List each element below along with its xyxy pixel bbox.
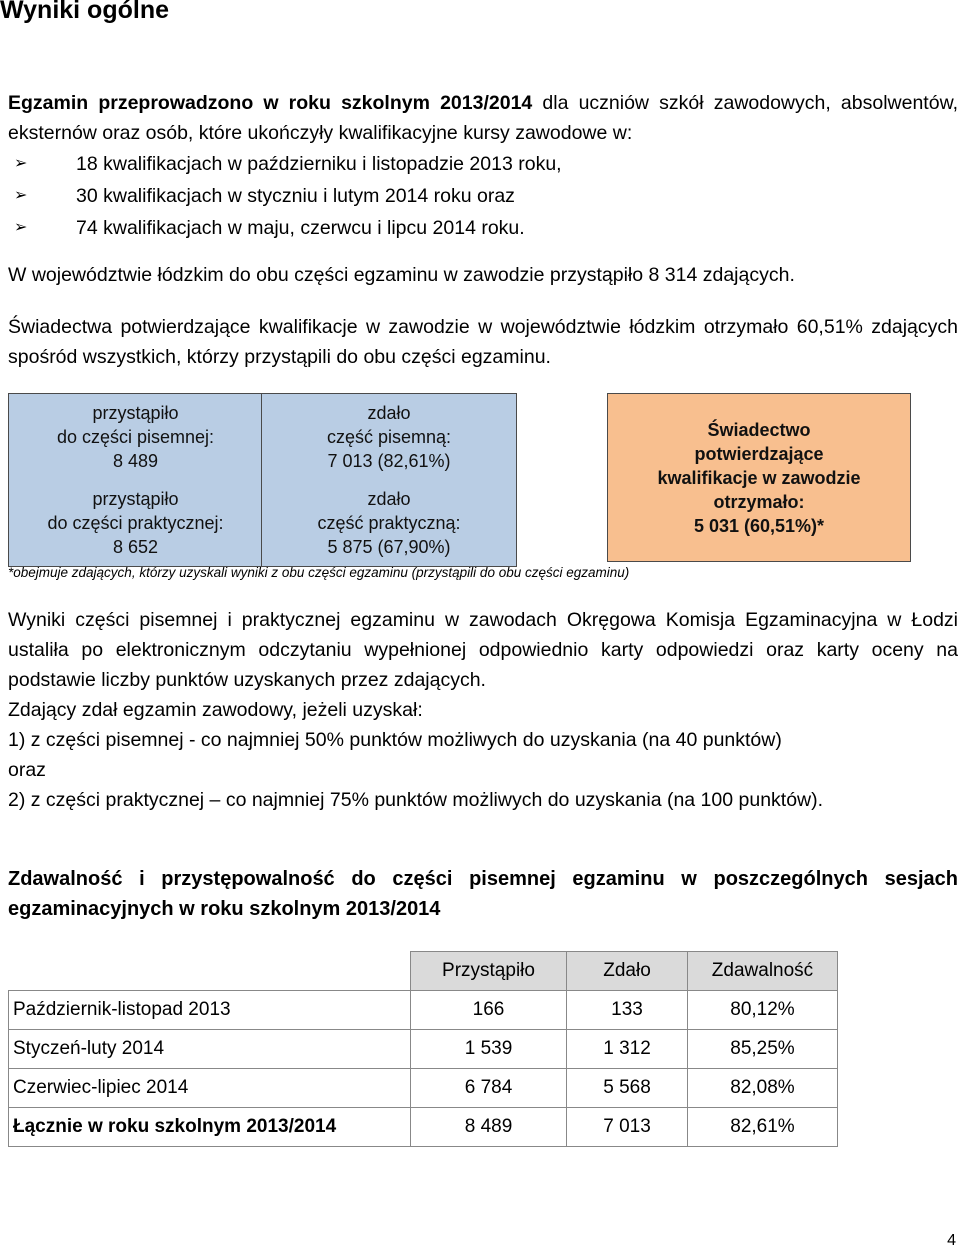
list-item: [14, 212, 562, 244]
certificate-line-3: kwalifikacje w zawodzie: [657, 467, 861, 488]
pass-condition-practical: 2) z części praktycznej – co najmniej 75% punktów możliwych do uzyskania (na 100 punktów).: [8, 789, 824, 811]
session-name: Łącznie w roku szkolnym 2013/2014: [9, 1108, 411, 1147]
practical-took-label-2: do części praktycznej:: [47, 513, 224, 533]
results-paragraph: [8, 605, 958, 815]
practical-took-block: [47, 487, 223, 559]
session-name: Czerwiec-lipiec 2014: [9, 1069, 411, 1108]
written-passed-label: zdało: [367, 403, 411, 423]
arrowhead-icon: ➢: [14, 155, 28, 172]
took-exam-box: [8, 393, 263, 567]
certificate-line-4: otrzymało:: [713, 491, 805, 512]
pass-condition-written: 1) z części pisemnej - co najmniej 50% punktów możliwych do uzyskania (na 40 punktów): [8, 729, 782, 751]
list-item: [14, 148, 562, 180]
certificate-box: [607, 393, 911, 562]
certificates-sentence: Świadectwa potwierdzające kwalifikacje w zawodzie w województwie łódzkim otrzymało 60,51% zdających spośród wszystkich, którzy przystąpili do obu części egzaminu.: [8, 316, 958, 368]
table-row-total: [9, 1108, 838, 1147]
arrowhead-icon: ➢: [14, 187, 28, 204]
header-blank: [9, 952, 411, 991]
practical-passed-label-2: część praktyczną:: [317, 513, 461, 533]
written-passed-block: [327, 401, 451, 473]
written-passed-count: 7 013 (82,61%): [327, 451, 451, 471]
page-title: Wyniki ogólne: [0, 0, 169, 24]
session-name: Styczeń-luty 2014: [9, 1030, 411, 1069]
took-value: 166: [411, 991, 567, 1030]
written-took-count: 8 489: [112, 451, 159, 471]
written-took-block: [57, 401, 214, 473]
practical-passed-label: zdało: [367, 489, 411, 509]
written-took-label-2: do części pisemnej:: [56, 427, 215, 447]
written-passed-label-2: część pisemną:: [326, 427, 452, 447]
sessions-table: [8, 951, 838, 1147]
passed-value: 7 013: [567, 1108, 688, 1147]
header-pass-rate: Zdawalność: [688, 952, 838, 991]
pass-rate-value: 82,61%: [688, 1108, 838, 1147]
results-text: Wyniki części pisemnej i praktycznej egzaminu w zawodach Okręgowa Komisja Egzaminacyjna w Łodzi ustaliła po elektronicznym odczytaniu wypełnionej odpowiednio karty odpowiedzi oraz karty oceny na podstawie liczby punktów uzyskanych przez zdających.: [8, 609, 958, 691]
passed-exam-box: [261, 393, 517, 567]
table-header-row: [9, 952, 838, 991]
passed-value: 5 568: [567, 1069, 688, 1108]
practical-took-label: przystąpiło: [92, 489, 179, 509]
table-row: [9, 1069, 838, 1108]
took-value: 6 784: [411, 1069, 567, 1108]
arrowhead-icon: ➢: [14, 219, 28, 236]
certificate-line-1: Świadectwo: [707, 419, 811, 440]
table-row: [9, 1030, 838, 1069]
session-name: Październik-listopad 2013: [9, 991, 411, 1030]
practical-passed-count: 5 875 (67,90%): [327, 537, 451, 557]
passed-value: 133: [567, 991, 688, 1030]
pass-condition-and: oraz: [8, 759, 46, 781]
header-passed: Zdało: [567, 952, 688, 991]
intro-rest: dla uczniów szkół zawodowych, absolwentów, eksternów oraz osób, które ukończyły kwalifikacyjne kursy zawodowe w:: [8, 92, 958, 144]
qualifications-list: [14, 148, 562, 244]
list-item-text: 74 kwalifikacjach w maju, czerwcu i lipcu 2014 roku.: [76, 217, 525, 239]
list-item-text: 30 kwalifikacjach w styczniu i lutym 2014 roku oraz: [76, 185, 515, 207]
pass-rate-value: 82,08%: [688, 1069, 838, 1108]
list-item: [14, 180, 562, 212]
practical-took-count: 8 652: [112, 537, 159, 557]
certificate-line-2: potwierdzające: [694, 443, 824, 464]
list-item-text: 18 kwalifikacjach w październiku i listopadzie 2013 roku,: [76, 153, 562, 175]
practical-passed-block: [317, 487, 460, 559]
table-row: [9, 991, 838, 1030]
passed-value: 1 312: [567, 1030, 688, 1069]
took-value: 8 489: [411, 1108, 567, 1147]
page-number: 4: [947, 1232, 956, 1249]
certificate-count: 5 031 (60,51%)*: [693, 515, 825, 536]
pass-condition-intro: Zdający zdał egzamin zawodowy, jeżeli uzyskał:: [8, 699, 423, 721]
intro-paragraph: [8, 88, 958, 148]
took-value: 1 539: [411, 1030, 567, 1069]
intro-bold: Egzamin przeprowadzono w roku szkolnym 2013/2014: [8, 92, 533, 114]
section-heading: Zdawalność i przystępowalność do części pisemnej egzaminu w poszczególnych sesjach egzaminacyjnych w roku szkolnym 2013/2014: [8, 868, 958, 920]
written-took-label: przystąpiło: [92, 403, 179, 423]
pass-rate-value: 85,25%: [688, 1030, 838, 1069]
candidates-sentence: W województwie łódzkim do obu części egzaminu w zawodzie przystąpiło 8 314 zdających.: [8, 264, 795, 286]
header-took: Przystąpiło: [411, 952, 567, 991]
footnote: *obejmuje zdających, którzy uzyskali wyniki z obu części egzaminu (przystąpili do obu części egzaminu): [8, 565, 630, 580]
pass-rate-value: 80,12%: [688, 991, 838, 1030]
